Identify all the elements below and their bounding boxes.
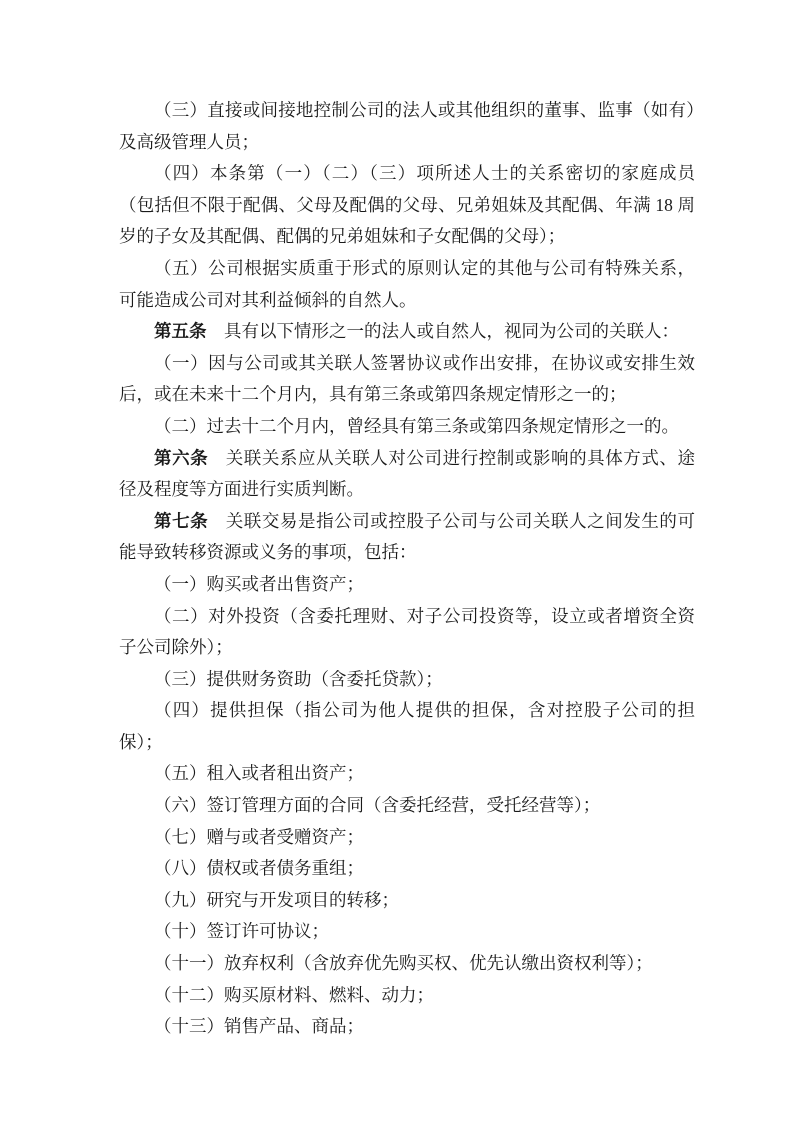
list-item-12 <box>119 980 695 1012</box>
paragraph-text: （十三）销售产品、商品； <box>154 1016 364 1037</box>
article-number-bold: 第六条 <box>154 447 209 468</box>
paragraph-text: （七）赠与或者受赠资产； <box>154 826 364 847</box>
list-item-13 <box>119 1011 695 1043</box>
list-item-4 <box>119 695 695 758</box>
paragraph-text: （二）过去十二个月内，曾经具有第三条或第四条规定情形之一的。 <box>154 415 679 436</box>
list-item-7 <box>119 822 695 854</box>
article-number-bold: 第五条 <box>154 321 207 342</box>
list-item-8 <box>119 853 695 885</box>
paragraph-item-5 <box>119 253 695 316</box>
paragraph-article-5 <box>119 316 695 348</box>
list-item-3 <box>119 664 695 696</box>
list-item-10 <box>119 916 695 948</box>
paragraph-text: （四）本条第（一）（二）（三）项所述人士的关系密切的家庭成员（包括但不限于配偶、父母及配偶的父母、兄弟姐妹及其配偶、年满 18 周岁的子女及其配偶、配偶的兄弟姐妹和子女配偶的父母）； <box>119 163 695 247</box>
paragraph-text: （四）提供担保（指公司为他人提供的担保，含对控股子公司的担保）； <box>119 700 695 752</box>
paragraph-text: 关联交易是指公司或控股子公司与公司关联人之间发生的可能导致转移资源或义务的事项，包括： <box>119 510 696 563</box>
paragraph-text: （三）提供财务资助（含委托贷款）； <box>154 668 443 689</box>
paragraph-text: （三）直接或间接地控制公司的法人或其他组织的董事、监事（如有）及高级管理人员； <box>119 100 695 152</box>
paragraph-text: （八）债权或者债务重组； <box>154 858 364 879</box>
list-item-6 <box>119 790 695 822</box>
list-item-1 <box>119 569 695 601</box>
paragraph-text: 具有以下情形之一的法人或自然人，视同为公司的关联人： <box>224 321 679 342</box>
list-item-9 <box>119 885 695 917</box>
list-item-2 <box>119 601 695 664</box>
paragraph-item-2 <box>119 411 695 443</box>
paragraph-text: （十二）购买原材料、燃料、动力； <box>154 984 434 1005</box>
paragraph-article-7 <box>119 506 695 569</box>
paragraph-text: （十一）放弃权利（含放弃优先购买权、优先认缴出资权利等）； <box>154 953 653 974</box>
document-text-block <box>119 95 695 1043</box>
paragraph-text: （十）签订许可协议； <box>154 921 329 942</box>
list-item-5 <box>119 758 695 790</box>
paragraph-text: （九）研究与开发项目的转移； <box>154 889 399 910</box>
list-item-11 <box>119 948 695 980</box>
paragraph-item-1 <box>119 348 695 411</box>
paragraph-text: （五）公司根据实质重于形式的原则认定的其他与公司有特殊关系，可能造成公司对其利益倾斜的自然人。 <box>119 257 695 310</box>
paragraph-text: （五）租入或者租出资产； <box>154 763 364 784</box>
paragraph-item-4 <box>119 158 695 253</box>
article-number-bold: 第七条 <box>154 510 209 531</box>
paragraph-article-6 <box>119 443 695 506</box>
paragraph-text: （一）购买或者出售资产； <box>154 573 364 594</box>
paragraph-text: （一）因与公司或其关联人签署协议或作出安排，在协议或安排生效后，或在未来十二个月内，具有第三条或第四条规定情形之一的； <box>119 352 695 405</box>
paragraph-text: 关联关系应从关联人对公司进行控制或影响的具体方式、途径及程度等方面进行实质判断。 <box>119 447 696 500</box>
paragraph-item-3 <box>119 95 695 158</box>
paragraph-text: （二）对外投资（含委托理财、对子公司投资等，设立或者增资全资子公司除外）； <box>119 605 695 658</box>
paragraph-text: （六）签订管理方面的合同（含委托经营，受托经营等）； <box>154 795 601 816</box>
